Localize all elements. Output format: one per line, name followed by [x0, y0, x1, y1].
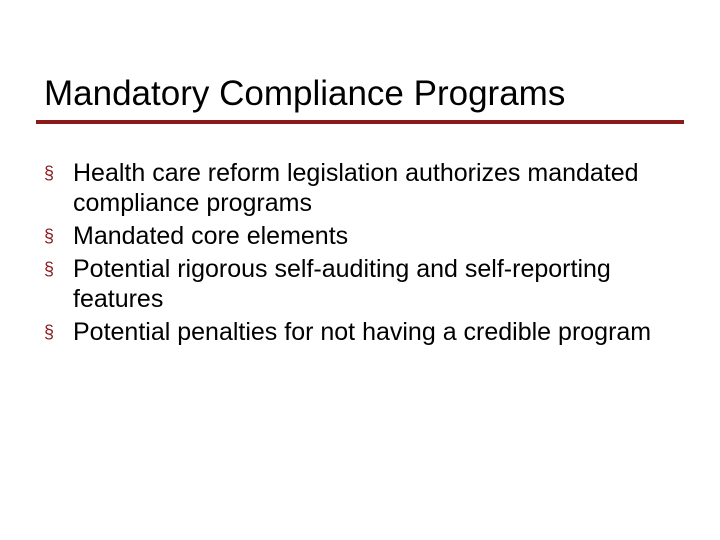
section-bullet-icon: § [44, 259, 55, 279]
bullet-item [44, 317, 684, 347]
bullet-text: Health care reform legislation authorizes mandated compliance programs [73, 159, 639, 217]
title-underline-rule [36, 120, 684, 124]
bullet-list [44, 158, 684, 350]
section-bullet-icon: § [44, 322, 55, 342]
section-bullet-icon: § [44, 226, 55, 246]
bullet-item [44, 221, 684, 251]
bullet-text: Potential penalties for not having a credible program [73, 318, 652, 346]
bullet-item [44, 158, 684, 218]
bullet-item [44, 254, 684, 314]
slide-title: Mandatory Compliance Programs [44, 74, 566, 113]
section-bullet-icon: § [44, 163, 55, 183]
bullet-text: Mandated core elements [73, 222, 349, 250]
bullet-text: Potential rigorous self-auditing and self-reporting features [73, 255, 611, 313]
